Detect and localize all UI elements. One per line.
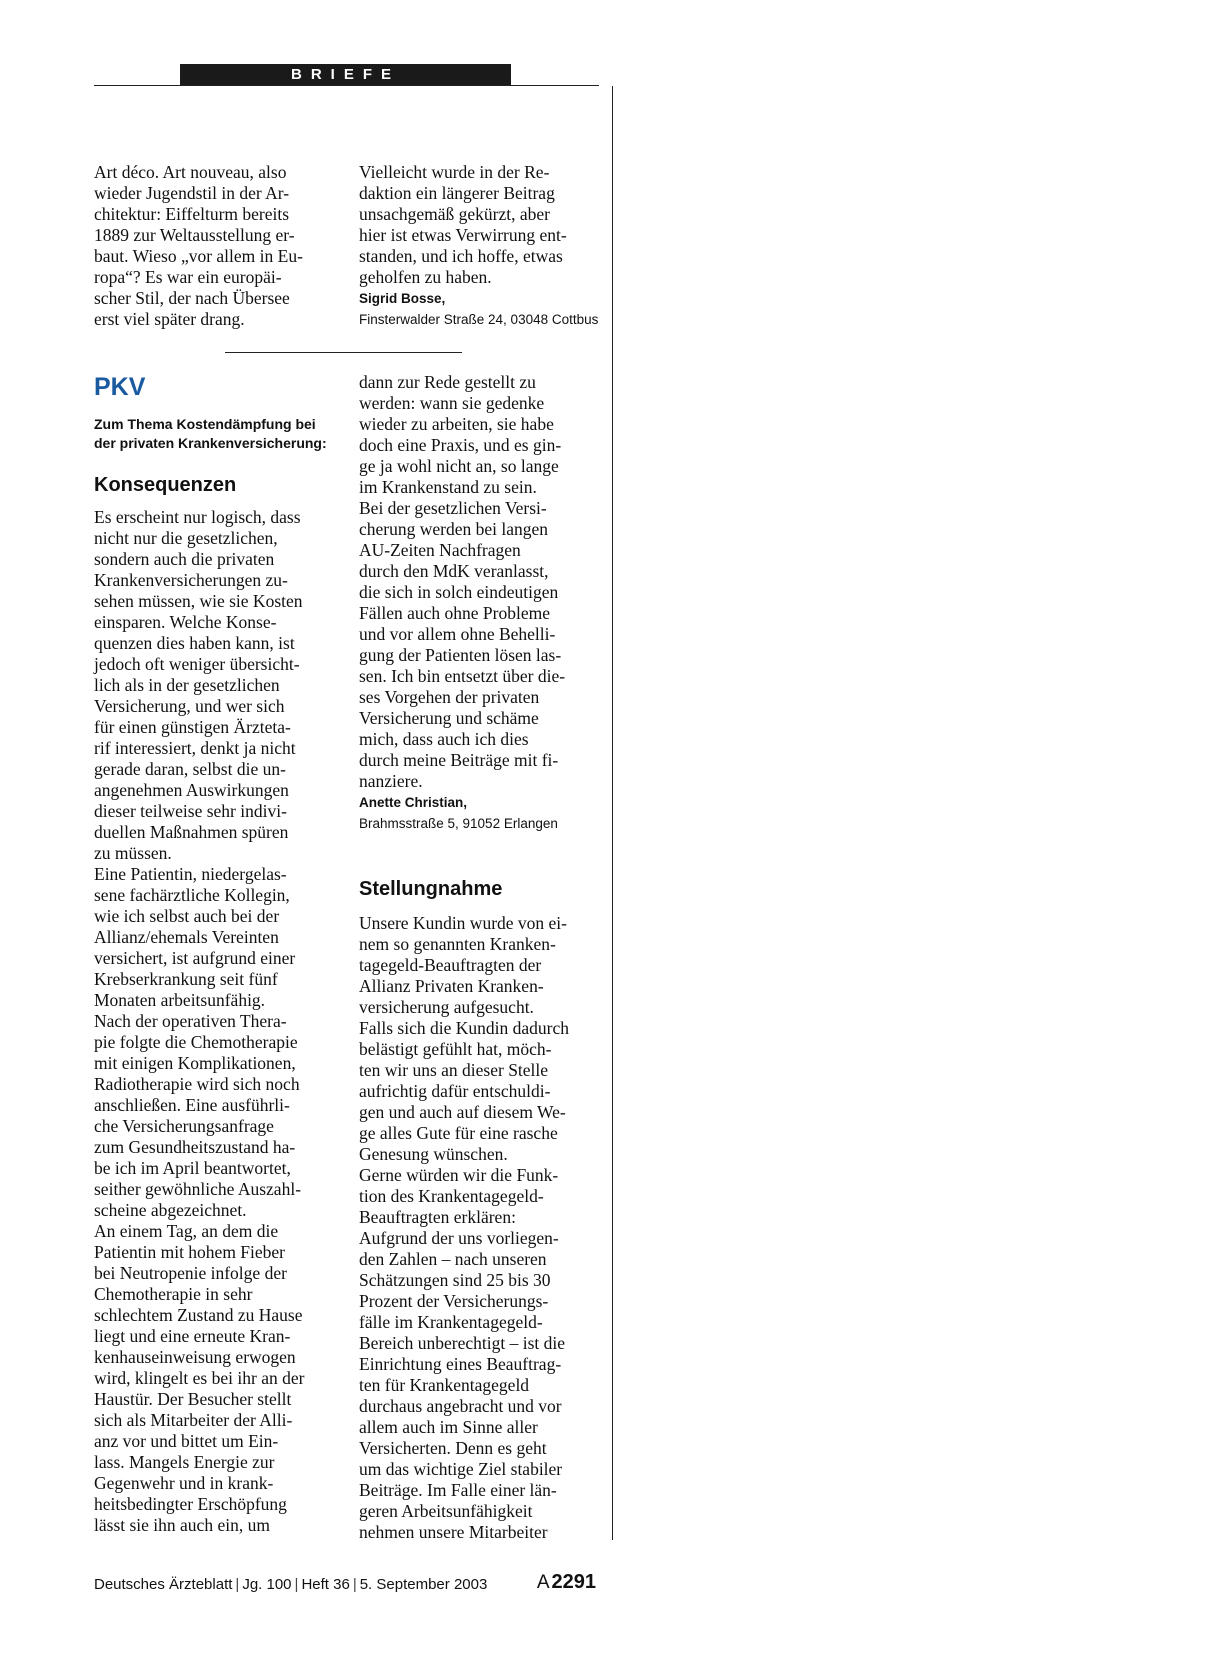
section-intro: Zum Thema Kostendämpfung bei der privaten Krankenversicherung: [94,416,327,451]
pkv-right-column [359,372,599,1543]
section-title: PKV [94,373,146,401]
section-label: BRIEFE [180,64,511,85]
signature-name: Sigrid Bosse, [359,291,446,306]
page-number-block [537,1569,596,1596]
letter-body-response: Unsere Kundin wurde von ei- nem so genannten Kranken- tagegeld-Beauftragten der Allianz Privaten Kranken- versicherung aufgesucht. Falls sich die Kundin dadurch belästigt gefühlt hat, möch- ten wir uns an dieser Stelle aufrichtig dafür entschuldi- gen und auch auf diesem We- ge alles Gute für eine rasche Genesung wünschen. Gerne würden wir die Funk- tion des Krankentagegeld- Beauftragten erklären: Aufgrund der uns vorliegen- den Zahlen – nach unseren Schätzungen sind 25 bis 30 Prozent der Versicherungs- fälle im Krankentagegeld- Bereich unberechtigt – ist die Einrichtung eines Beauftrag- ten für Krankentagegeld durchaus angebracht und vor allem auch im Sinne aller Versicherten. Denn es geht um das wichtige Ziel stabiler Beiträge. Im Falle einer län- geren Arbeitsunfähigkeit nehmen unsere Mitarbeiter [359,913,569,1542]
letter-body-left: Es erscheint nur logisch, dass nicht nur die gesetzlichen, sondern auch die privaten Krankenversicherungen zu- sehen müssen, wie sie Kosten einsparen. Welche Konse- quenzen dies haben kann, ist jedoch oft weniger übersicht- lich als in der gesetzlichen Versicherung, und wer sich für einen günstigen Ärzteta- rif interessiert, denkt ja nicht gerade daran, selbst die un- angenehmen Auswirkungen dieser teilweise sehr indivi- duellen Maßnahmen spüren zu müssen. Eine Patientin, niedergelas- sene fachärztliche Kollegin, wie ich selbst auch bei der Allianz/ehemals Vereinten versichert, ist aufgrund einer Krebserkrankung seit fünf Monaten arbeitsunfähig. Nach der operativen Thera- pie folgte die Chemotherapie mit einigen Komplikationen, Radiotherapie wird sich noch anschließen. Eine ausführli- che Versicherungsanfrage zum Gesundheitszustand ha- be ich im April beantwortet, seither gewöhnliche Auszahl- scheine abgezeichnet. An einem Tag, an dem die Patientin mit hohem Fieber bei Neutropenie infolge der Chemotherapie in sehr schlechtem Zustand zu Hause liegt und eine erneute Kran- kenhauseinweisung erwogen wird, klingelt es bei ihr an der Haustür. Der Besucher stellt sich als Mitarbeiter der Alli- anz vor und bittet um Ein- lass. Mangels Energie zur Gegenwehr und in krank- heitsbedingter Erschöpfung lässt sie ihn auch ein, um [94,507,305,1535]
column-divider [612,86,613,1540]
footer-divider: | [352,1576,357,1593]
signature-name: Anette Christian, [359,795,468,810]
pkv-left-column [94,372,334,1536]
letter-top-right-text: Vielleicht wurde in der Re- daktion ein längerer Beitrag unsachgemäß gekürzt, aber hier ist etwas Verwirrung ent- standen, und ich hoffe, etwas geholfen zu haben. [359,162,567,287]
issue-date: 5. September 2003 [359,1576,488,1593]
journal-volume: Jg. 100 [242,1576,292,1593]
letter-top-right-column [359,162,599,330]
footer-divider: | [235,1576,240,1593]
section-separator [225,352,462,353]
footer-divider: | [294,1576,299,1593]
journal-issue: Heft 36 [301,1576,350,1593]
letter-heading: Stellungnahme [359,878,503,900]
letter-top-left-text: Art déco. Art nouveau, also wieder Jugendstil in der Ar- chitektur: Eiffelturm bereits 1889 zur Weltausstellung er- baut. Wieso „vor allem in Eu- ropa“? Es war ein europäi- scher Stil, der nach Übersee erst viel später drang. [94,162,303,329]
signature-address: Brahmsstraße 5, 91052 Erlangen [359,816,558,831]
page-footer [94,1572,604,1598]
page-number: 2291 [551,1571,596,1593]
signature-address: Finsterwalder Straße 24, 03048 Cottbus [359,312,599,327]
header-rule [94,85,599,86]
letter-heading: Konsequenzen [94,474,237,496]
journal-name: Deutsches Ärzteblatt [94,1576,233,1593]
letter-top-left-column [94,162,334,330]
page-prefix: A [536,1572,550,1593]
letter-body-right: dann zur Rede gestellt zu werden: wann sie gedenke wieder zu arbeiten, sie habe doch eine Praxis, und es gin- ge ja wohl nicht an, so lange im Krankenstand zu sein. Bei der gesetzlichen Versi- cherung werden bei langen AU-Zeiten Nachfragen durch den MdK veranlasst, die sich in solch eindeutigen Fällen auch ohne Probleme und vor allem ohne Behelli- gung der Patienten lösen las- sen. Ich bin entsetzt über die- ses Vorgehen der privaten Versicherung und schäme mich, dass auch ich dies durch meine Beiträge mit fi- nanziere. [359,372,566,791]
